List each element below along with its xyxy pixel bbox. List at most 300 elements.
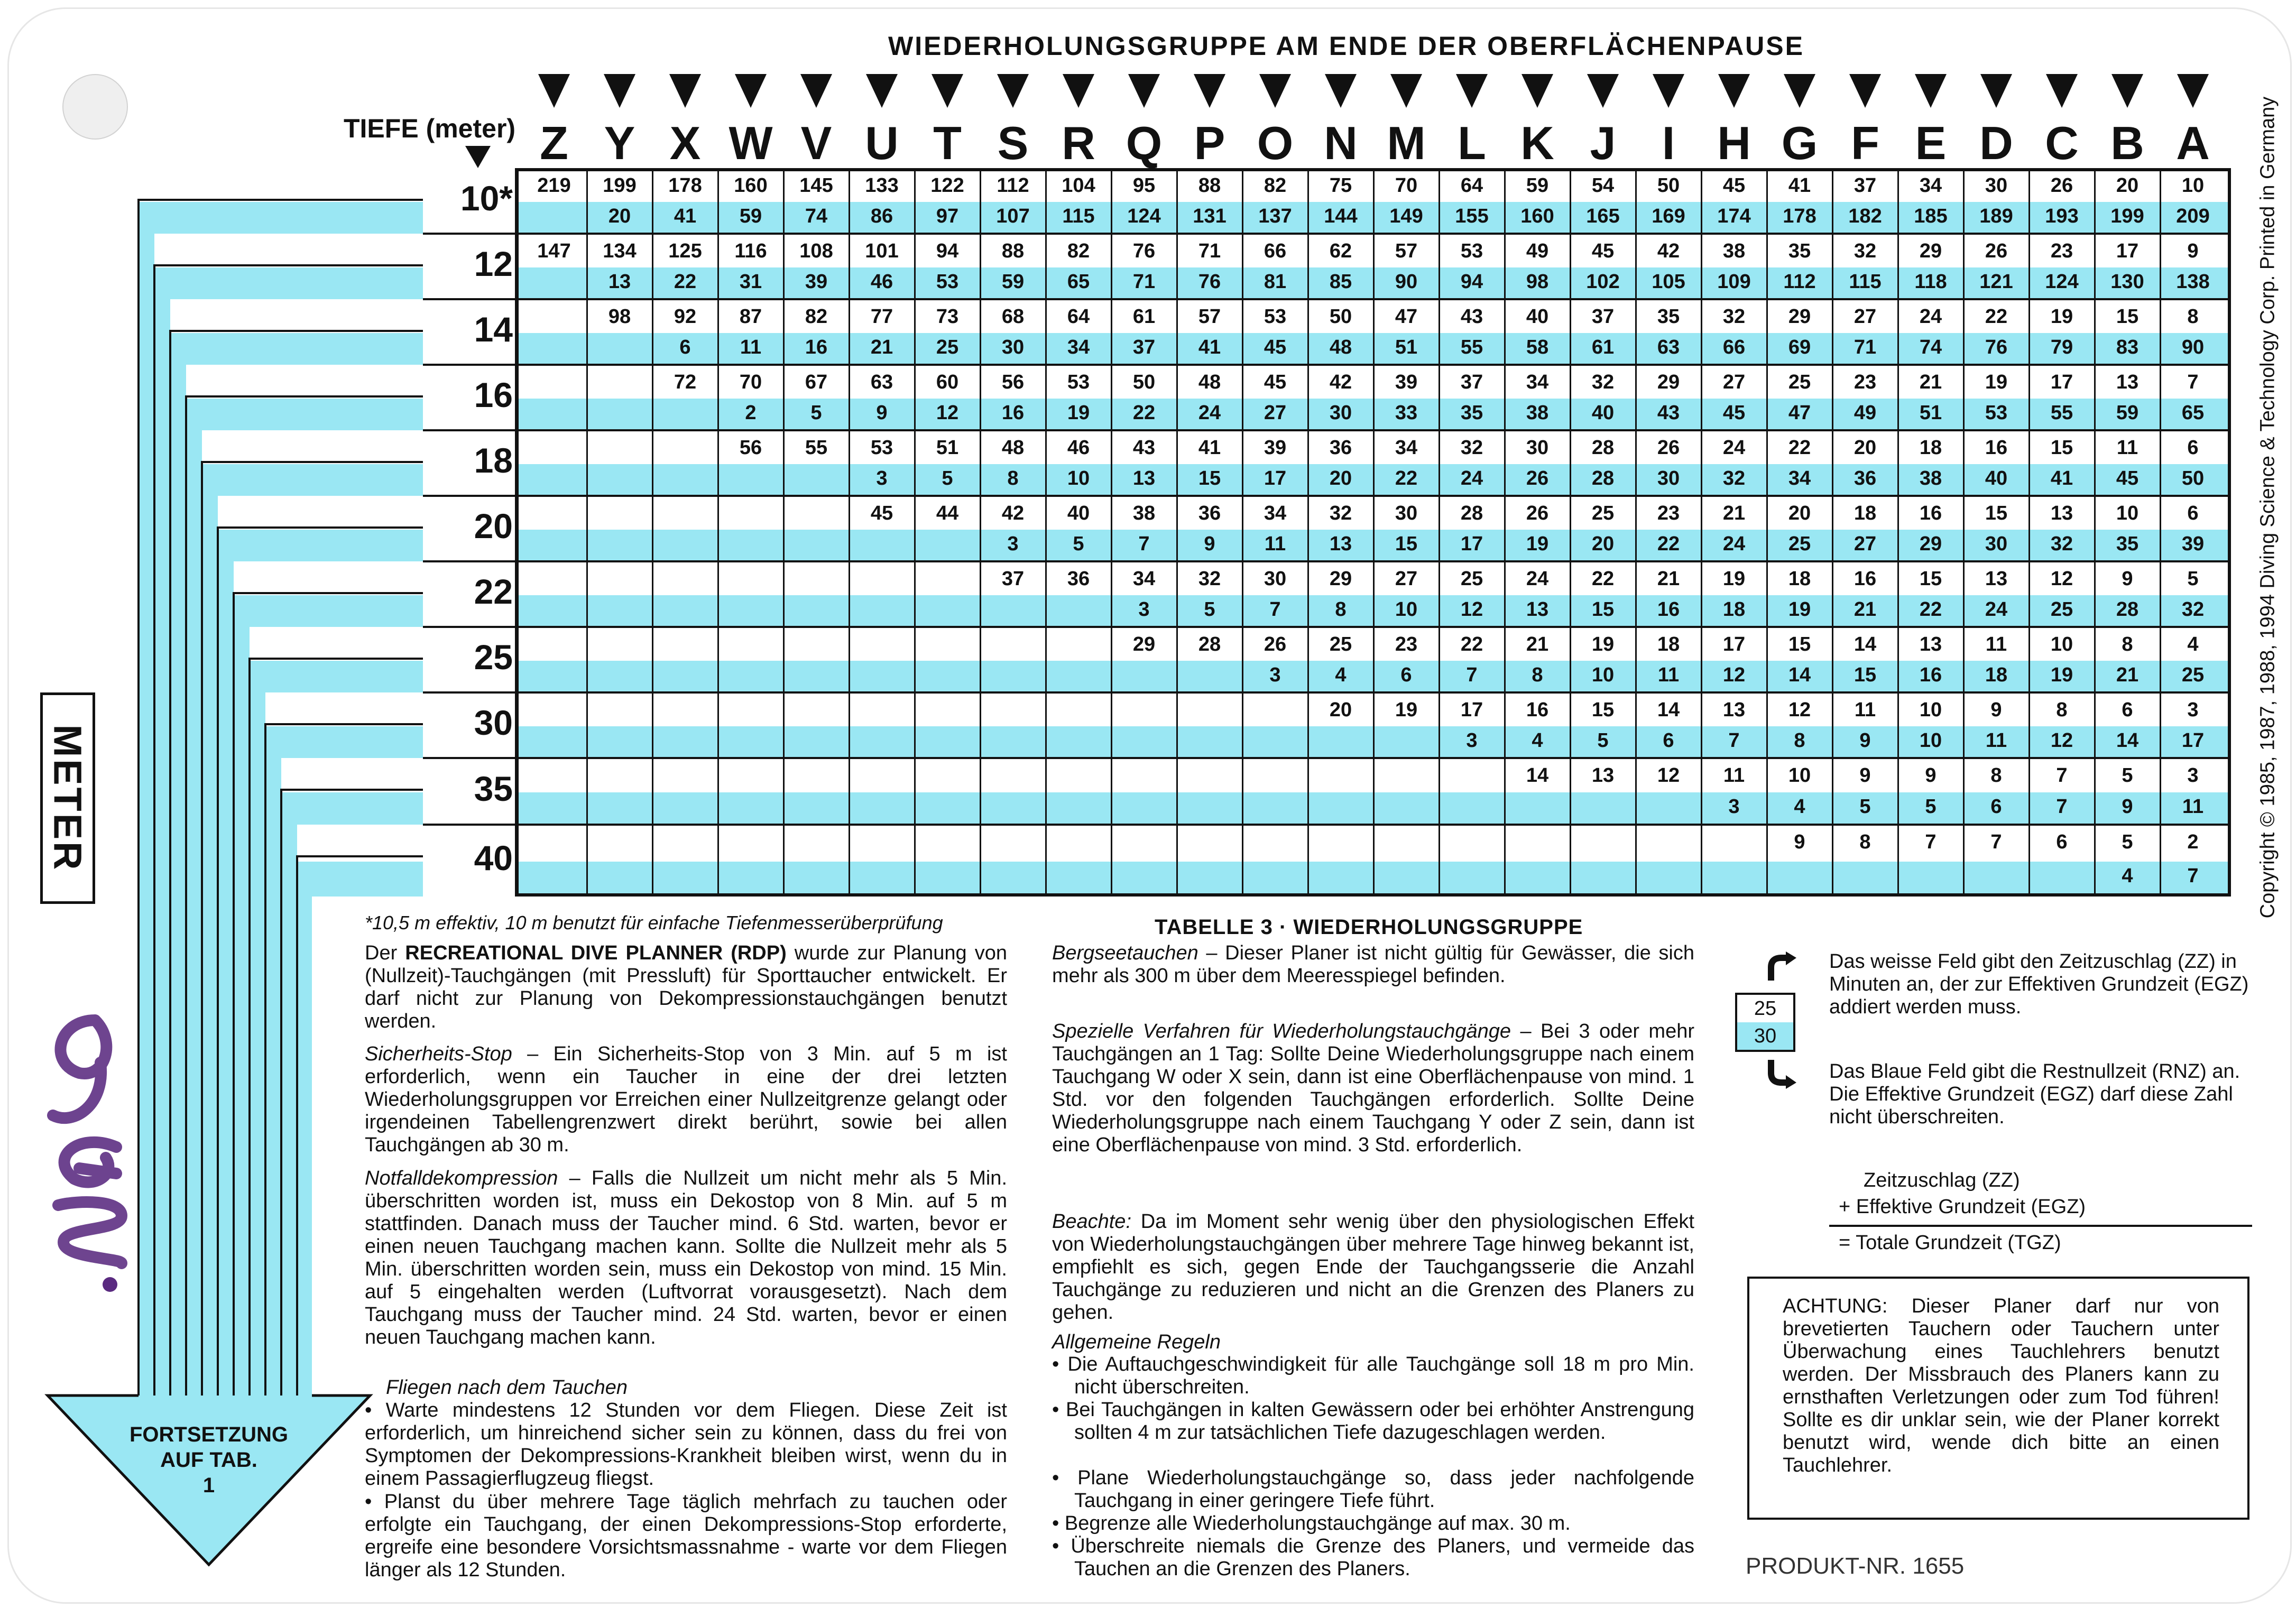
legend-white-value: 25 [1737, 995, 1793, 1022]
no-deco-adjustment-value: 9 [2122, 568, 2133, 590]
safety-stop-title: Sicherheits-Stop [365, 1043, 512, 1065]
no-deco-adjustment-value: 21 [1919, 371, 1942, 393]
no-deco-adjustment-value: 82 [1067, 240, 1090, 262]
no-deco-adjustment-value: 26 [1264, 633, 1287, 655]
no-deco-adjustment-value: 101 [865, 240, 899, 262]
no-deco-adjustment-value: 34 [1395, 437, 1418, 459]
column-header-Q: Q [1126, 117, 1163, 169]
no-deco-adjustment-value: 13 [1985, 568, 2008, 590]
residual-no-deco-value: 53 [936, 271, 959, 293]
column-header-P: P [1194, 117, 1225, 169]
general-rule-item [1052, 1399, 1694, 1444]
column-header-R: R [1062, 117, 1095, 169]
depth-16: 16 [474, 375, 513, 414]
residual-no-deco-value: 24 [1460, 467, 1483, 489]
calc-line-1: Zeitzuschlag (ZZ) [1864, 1169, 2020, 1191]
no-deco-adjustment-value: 32 [1591, 371, 1615, 393]
residual-no-deco-value: 59 [2116, 402, 2139, 424]
row-divider [423, 626, 2231, 628]
column-arrow-icon [1653, 74, 1684, 108]
depth-20: 20 [474, 506, 513, 546]
no-deco-adjustment-value: 26 [1657, 437, 1680, 459]
residual-no-deco-value: 15 [1198, 467, 1221, 489]
emergency-deco-text: – Falls die Nullzeit um nicht mehr als 5 Min. überschritten worden ist, muss ein Dekostop von 8 Min. auf 5 m stattfinden. Danach muss der Taucher mind. 6 Std. warten, bevor er einen neuen Tauchgang machen kann. Sollte die Nullzeit mehr als 5 Min. überschritten worden sein, muss ein Dekostop von mind. 15 Min. auf 5 eingehalten werden (Luftvorrat vorausgesetzt). Nach dem Tauchgang muss der Taucher mind. 24 Std. warten, bevor er einen neuen Tauchgang machen kann. [365, 1167, 1007, 1348]
no-deco-adjustment-value: 39 [1395, 371, 1418, 393]
note-text: Da im Moment sehr wenig über den physiologischen Effekt von Wiederholungstauchgängen über mehrere Tage hinweg bekannt ist, empfiehlt es sich, gegen Ende der Tauchgangsserie die Anzahl Tauchgänge zu reduzieren und nicht an die Grenzen des Planers zu gehen. [1052, 1210, 1694, 1324]
no-deco-adjustment-value: 64 [1067, 306, 1090, 328]
residual-no-deco-value: 131 [1193, 205, 1227, 227]
no-deco-adjustment-value: 40 [1067, 502, 1090, 524]
no-deco-adjustment-value: 29 [1788, 306, 1811, 328]
residual-no-deco-value: 19 [1067, 402, 1090, 424]
residual-no-deco-value: 47 [1788, 402, 1811, 424]
no-deco-adjustment-value: 42 [1329, 371, 1352, 393]
no-deco-adjustment-value: 112 [997, 174, 1029, 197]
residual-no-deco-value: 138 [2176, 271, 2210, 293]
depth-10: 10* [460, 179, 513, 218]
residual-no-deco-value: 38 [1919, 467, 1942, 489]
special-procedures-title: Spezielle Verfahren für Wiederholungstauchgänge [1052, 1020, 1511, 1042]
table-left-border [515, 168, 518, 897]
no-deco-adjustment-value: 50 [1329, 306, 1352, 328]
no-deco-adjustment-value: 26 [1526, 502, 1549, 524]
column-arrow-icon [2111, 74, 2143, 108]
residual-no-deco-value: 26 [1526, 467, 1549, 489]
residual-no-deco-value: 38 [1526, 402, 1549, 424]
residual-no-deco-value: 11 [2182, 796, 2204, 818]
no-deco-adjustment-value: 21 [1526, 633, 1549, 655]
residual-no-deco-value: 21 [1854, 598, 1877, 621]
no-deco-adjustment-value: 15 [2050, 437, 2073, 459]
no-deco-adjustment-value: 53 [1067, 371, 1090, 393]
residual-no-deco-value: 55 [2050, 402, 2073, 424]
row-divider [423, 824, 2231, 826]
residual-no-deco-value: 2 [745, 402, 757, 424]
no-deco-adjustment-value: 14 [1854, 633, 1877, 655]
residual-no-deco-value: 12 [1722, 664, 1746, 686]
bullet: • [1052, 1467, 1078, 1489]
residual-no-deco-value: 17 [2181, 729, 2205, 752]
residual-no-deco-value: 3 [1466, 729, 1478, 752]
no-deco-adjustment-value: 9 [1859, 764, 1871, 787]
no-deco-adjustment-value: 30 [1526, 437, 1549, 459]
no-deco-adjustment-value: 10 [2181, 174, 2205, 197]
no-deco-adjustment-value: 37 [1854, 174, 1877, 197]
residual-no-deco-value: 102 [1586, 271, 1620, 293]
general-rule-text: Überschreite niemals die Grenze des Planers, und vermeide das Tauchen an die Grenzen des Planers. [1071, 1535, 1694, 1580]
no-deco-adjustment-value: 8 [2122, 633, 2133, 655]
residual-no-deco-value: 74 [805, 205, 828, 227]
mountain-paragraph [1052, 942, 1694, 987]
residual-no-deco-value: 69 [1788, 336, 1811, 358]
no-deco-adjustment-value: 23 [2050, 240, 2073, 262]
column-header-C: C [2045, 117, 2079, 169]
no-deco-adjustment-value: 6 [2187, 502, 2199, 524]
residual-no-deco-value: 149 [1389, 205, 1423, 227]
no-deco-adjustment-value: 32 [1854, 240, 1877, 262]
residual-no-deco-value: 32 [2050, 533, 2073, 555]
no-deco-adjustment-value: 7 [1925, 831, 1937, 853]
no-deco-adjustment-value: 20 [2116, 174, 2139, 197]
residual-no-deco-value: 24 [1722, 533, 1746, 555]
residual-no-deco-value: 59 [1001, 271, 1025, 293]
no-deco-adjustment-value: 7 [2056, 764, 2068, 787]
no-deco-adjustment-value: 8 [2187, 306, 2199, 328]
no-deco-adjustment-value: 6 [2056, 831, 2068, 853]
residual-no-deco-value: 50 [2181, 467, 2205, 489]
residual-no-deco-value: 22 [1657, 533, 1680, 555]
no-deco-adjustment-value: 50 [1132, 371, 1156, 393]
safety-stop-text: – Ein Sicherheits-Stop von 3 Min. auf 5 m ist erforderlich, wenn ein Taucher in eine der drei letzten Wiederholungsgruppen vor Erreichen einer Nullzeitgrenze gelangt oder irgendeinen Tabellengrenzwert direkt berührt, sowie bei allen Tauchgängen ab 30 m. [365, 1043, 1007, 1156]
no-deco-adjustment-value: 23 [1395, 633, 1418, 655]
residual-no-deco-value: 6 [1990, 796, 2002, 818]
no-deco-adjustment-value: 24 [1722, 437, 1746, 459]
residual-no-deco-value: 8 [1532, 664, 1543, 686]
no-deco-adjustment-value: 125 [668, 240, 702, 262]
no-deco-adjustment-value: 18 [1788, 568, 1811, 590]
no-deco-adjustment-value: 37 [1591, 306, 1615, 328]
no-deco-adjustment-value: 30 [1395, 502, 1418, 524]
residual-no-deco-value: 15 [1591, 598, 1615, 621]
column-arrow-icon [1259, 74, 1291, 108]
no-deco-adjustment-value: 108 [799, 240, 833, 262]
row-divider [423, 364, 2231, 366]
residual-no-deco-value: 130 [2110, 271, 2144, 293]
emergency-deco-paragraph [365, 1167, 1007, 1349]
no-deco-adjustment-value: 15 [1591, 699, 1615, 721]
residual-no-deco-value: 30 [1001, 336, 1025, 358]
residual-no-deco-value: 22 [1919, 598, 1942, 621]
no-deco-adjustment-value: 20 [1854, 437, 1877, 459]
residual-no-deco-value: 19 [2050, 664, 2073, 686]
no-deco-adjustment-value: 34 [1132, 568, 1156, 590]
no-deco-adjustment-value: 15 [1919, 568, 1942, 590]
no-deco-adjustment-value: 88 [1198, 174, 1221, 197]
depth-40: 40 [474, 838, 513, 877]
general-rule-text: Die Auftauchgeschwindigkeit für alle Tauchgänge soll 18 m pro Min. nicht überschreiten. [1067, 1353, 1694, 1398]
no-deco-adjustment-value: 38 [1132, 502, 1156, 524]
residual-no-deco-value: 169 [1652, 205, 1685, 227]
column-arrow-icon [538, 74, 570, 108]
depth-22: 22 [474, 572, 513, 611]
residual-no-deco-value: 51 [1395, 336, 1418, 358]
bullet: • [365, 1399, 386, 1421]
no-deco-adjustment-value: 20 [1788, 502, 1811, 524]
no-deco-adjustment-value: 9 [2187, 240, 2199, 262]
no-deco-adjustment-value: 35 [1657, 306, 1680, 328]
no-deco-adjustment-value: 160 [734, 174, 768, 197]
residual-no-deco-value: 160 [1520, 205, 1554, 227]
residual-no-deco-value: 46 [870, 271, 893, 293]
residual-no-deco-value: 13 [1132, 467, 1156, 489]
residual-no-deco-value: 20 [1329, 467, 1352, 489]
residual-no-deco-value: 7 [2187, 865, 2199, 887]
column-arrow-icon [604, 74, 635, 108]
no-deco-adjustment-value: 6 [2122, 699, 2133, 721]
special-procedures-paragraph [1052, 1020, 1694, 1157]
residual-no-deco-value: 209 [2176, 205, 2210, 227]
column-header-Z: Z [540, 117, 568, 169]
meter-label: METER [45, 724, 90, 872]
column-header-V: V [800, 117, 832, 169]
residual-no-deco-value: 49 [1854, 402, 1877, 424]
bullet: • [1052, 1535, 1071, 1557]
depth-label: TIEFE (meter) [344, 114, 516, 143]
no-deco-adjustment-value: 88 [1001, 240, 1025, 262]
no-deco-adjustment-value: 35 [1788, 240, 1811, 262]
column-header-G: G [1781, 117, 1818, 169]
no-deco-adjustment-value: 29 [1132, 633, 1156, 655]
no-deco-adjustment-value: 62 [1329, 240, 1352, 262]
residual-no-deco-value: 13 [1329, 533, 1352, 555]
residual-no-deco-value: 6 [1663, 729, 1674, 752]
depth-12: 12 [474, 244, 513, 283]
no-deco-adjustment-value: 25 [1460, 568, 1483, 590]
column-header-A: A [2176, 117, 2210, 169]
residual-no-deco-value: 33 [1395, 402, 1418, 424]
column-arrow-icon [1456, 74, 1488, 108]
residual-no-deco-value: 178 [1783, 205, 1816, 227]
residual-no-deco-value: 30 [1329, 402, 1352, 424]
column-arrow-icon [1194, 74, 1225, 108]
residual-no-deco-value: 41 [2050, 467, 2073, 489]
no-deco-adjustment-value: 18 [1854, 502, 1877, 524]
residual-no-deco-value: 45 [1264, 336, 1287, 358]
depth-30: 30 [474, 703, 513, 742]
no-deco-adjustment-value: 70 [739, 371, 762, 393]
no-deco-adjustment-value: 48 [1001, 437, 1025, 459]
special-procedures-text: – Bei 3 oder mehr Tauchgängen an 1 Tag: Sollte Deine Wiederholungsgruppe nach einem Tauchgang W oder X sein, dann ist eine Oberflächenpause von mind. 1 Std. vor den folgenden Tauchgängen erforderlich. Sollte Deine Wiederholungsgruppe nach einem Tauchgang Y oder Z sein, dann ist eine Oberflächenpause von mind. 3 Std. erforderlich. [1052, 1020, 1694, 1156]
no-deco-adjustment-value: 19 [1722, 568, 1746, 590]
note-paragraph [1052, 1210, 1694, 1324]
emergency-deco-title: Notfalldekompression [365, 1167, 558, 1189]
no-deco-adjustment-value: 56 [1001, 371, 1025, 393]
no-deco-adjustment-value: 94 [936, 240, 959, 262]
no-deco-adjustment-value: 48 [1198, 371, 1221, 393]
continue-line-3: 1 [202, 1474, 215, 1497]
bullet: • [1052, 1512, 1065, 1535]
no-deco-adjustment-value: 15 [1788, 633, 1811, 655]
no-deco-adjustment-value: 29 [1329, 568, 1352, 590]
residual-no-deco-value: 6 [679, 336, 691, 358]
no-deco-adjustment-value: 14 [1657, 699, 1680, 721]
no-deco-adjustment-value: 17 [2116, 240, 2139, 262]
residual-no-deco-value: 83 [2116, 336, 2139, 358]
no-deco-adjustment-value: 17 [1722, 633, 1746, 655]
residual-no-deco-value: 165 [1586, 205, 1620, 227]
no-deco-adjustment-value: 20 [1329, 699, 1352, 721]
residual-no-deco-value: 71 [1854, 336, 1877, 358]
residual-no-deco-value: 40 [1591, 402, 1615, 424]
general-rules-title: Allgemeine Regeln [1052, 1331, 1221, 1353]
residual-no-deco-value: 3 [876, 467, 888, 489]
residual-no-deco-value: 27 [1854, 533, 1877, 555]
no-deco-adjustment-value: 72 [674, 371, 697, 393]
no-deco-adjustment-value: 13 [2050, 502, 2073, 524]
residual-no-deco-value: 98 [1526, 271, 1549, 293]
no-deco-adjustment-value: 116 [734, 240, 767, 262]
no-deco-adjustment-value: 82 [1264, 174, 1287, 197]
column-header-D: D [1979, 117, 2013, 169]
column-arrow-icon [1128, 74, 1160, 108]
no-deco-adjustment-value: 60 [936, 371, 959, 393]
residual-no-deco-value: 5 [942, 467, 953, 489]
residual-no-deco-value: 63 [1657, 336, 1680, 358]
residual-no-deco-value: 22 [1132, 402, 1156, 424]
no-deco-adjustment-value: 21 [1722, 502, 1746, 524]
no-deco-adjustment-value: 82 [805, 306, 828, 328]
no-deco-adjustment-value: 29 [1657, 371, 1680, 393]
no-deco-adjustment-value: 71 [1198, 240, 1221, 262]
column-arrow-icon [932, 74, 963, 108]
residual-no-deco-value: 10 [1067, 467, 1090, 489]
depth-14: 14 [474, 310, 513, 349]
residual-no-deco-value: 59 [739, 205, 762, 227]
residual-no-deco-value: 34 [1788, 467, 1811, 489]
column-arrow-icon [800, 74, 832, 108]
general-rule-item [1052, 1535, 1694, 1581]
no-deco-adjustment-value: 133 [865, 174, 899, 197]
column-arrow-icon [1390, 74, 1422, 108]
flying-rule-1 [365, 1399, 1007, 1490]
curved-arrow-up-icon [1766, 951, 1797, 983]
no-deco-adjustment-value: 44 [936, 502, 959, 524]
no-deco-adjustment-value: 199 [603, 174, 637, 197]
calc-divider [1829, 1225, 2252, 1227]
residual-no-deco-value: 31 [739, 271, 762, 293]
no-deco-adjustment-value: 25 [1788, 371, 1811, 393]
column-header-B: B [2110, 117, 2144, 169]
no-deco-adjustment-value: 40 [1526, 306, 1549, 328]
no-deco-adjustment-value: 5 [2187, 568, 2199, 590]
general-rule-item [1052, 1467, 1694, 1512]
no-deco-adjustment-value: 32 [1460, 437, 1483, 459]
residual-no-deco-value: 25 [2050, 598, 2073, 621]
residual-no-deco-value: 45 [2116, 467, 2139, 489]
depth-35: 35 [474, 769, 513, 808]
no-deco-adjustment-value: 13 [1722, 699, 1746, 721]
no-deco-adjustment-value: 14 [1526, 764, 1549, 787]
calc-line-3: = Totale Grundzeit (TGZ) [1839, 1232, 2061, 1254]
no-deco-adjustment-value: 77 [870, 306, 893, 328]
no-deco-adjustment-value: 76 [1132, 240, 1156, 262]
no-deco-adjustment-value: 12 [1788, 699, 1811, 721]
no-deco-adjustment-value: 2 [2187, 831, 2199, 853]
residual-no-deco-value: 4 [1335, 664, 1347, 686]
residual-no-deco-value: 12 [936, 402, 959, 424]
residual-no-deco-value: 10 [1919, 729, 1942, 752]
residual-no-deco-value: 7 [1466, 664, 1478, 686]
no-deco-adjustment-value: 13 [1591, 764, 1615, 787]
general-rule-text: Plane Wiederholungstauchgänge so, dass jeder nachfolgende Tauchgang in einer geringere Tiefe führt. [1074, 1467, 1694, 1512]
column-header-I: I [1662, 117, 1675, 169]
no-deco-adjustment-value: 63 [870, 371, 893, 393]
residual-no-deco-value: 16 [1001, 402, 1025, 424]
bullet: • [1052, 1399, 1066, 1421]
no-deco-adjustment-value: 36 [1329, 437, 1352, 459]
residual-no-deco-value: 85 [1329, 271, 1352, 293]
no-deco-adjustment-value: 34 [1526, 371, 1549, 393]
no-deco-adjustment-value: 8 [1859, 831, 1871, 853]
handwritten-signature [16, 999, 143, 1295]
residual-no-deco-value: 6 [1400, 664, 1412, 686]
no-deco-adjustment-value: 17 [2050, 371, 2073, 393]
flying-title: Fliegen nach dem Tauchen [386, 1376, 628, 1399]
residual-no-deco-value: 109 [1717, 271, 1751, 293]
no-deco-adjustment-value: 10 [1919, 699, 1942, 721]
residual-no-deco-value: 30 [1657, 467, 1680, 489]
residual-no-deco-value: 115 [1849, 271, 1882, 293]
no-deco-adjustment-value: 19 [2050, 306, 2073, 328]
residual-no-deco-value: 3 [1138, 598, 1150, 621]
mountain-text: – Dieser Planer ist nicht gültig für Gewässer, die sich mehr als 300 m über dem Meeresspiegel befinden. [1052, 942, 1694, 987]
no-deco-adjustment-value: 13 [1919, 633, 1942, 655]
residual-no-deco-value: 12 [2050, 729, 2073, 752]
no-deco-adjustment-value: 6 [2187, 437, 2199, 459]
residual-no-deco-value: 76 [1198, 271, 1221, 293]
no-deco-adjustment-value: 45 [1591, 240, 1615, 262]
residual-no-deco-value: 15 [1854, 664, 1877, 686]
no-deco-adjustment-value: 34 [1264, 502, 1287, 524]
residual-no-deco-value: 81 [1264, 271, 1287, 293]
no-deco-adjustment-value: 4 [2187, 633, 2199, 655]
no-deco-adjustment-value: 27 [1395, 568, 1418, 590]
no-deco-adjustment-value: 10 [1788, 764, 1811, 787]
residual-no-deco-value: 9 [2122, 796, 2133, 818]
residual-no-deco-value: 61 [1591, 336, 1615, 358]
no-deco-adjustment-value: 37 [1001, 568, 1025, 590]
no-deco-adjustment-value: 36 [1067, 568, 1090, 590]
residual-no-deco-value: 90 [2181, 336, 2205, 358]
no-deco-adjustment-value: 13 [2116, 371, 2139, 393]
column-header-E: E [1915, 117, 1947, 169]
no-deco-adjustment-value: 22 [1788, 437, 1811, 459]
no-deco-adjustment-value: 25 [1591, 502, 1615, 524]
no-deco-adjustment-value: 30 [1264, 568, 1287, 590]
residual-no-deco-value: 3 [1007, 533, 1019, 555]
no-deco-adjustment-value: 66 [1264, 240, 1287, 262]
no-deco-adjustment-value: 19 [1985, 371, 2008, 393]
no-deco-adjustment-value: 26 [1985, 240, 2008, 262]
no-deco-adjustment-value: 3 [2187, 699, 2199, 721]
no-deco-adjustment-value: 3 [2187, 764, 2199, 787]
residual-no-deco-value: 22 [1395, 467, 1418, 489]
table-caption: TABELLE 3 · WIEDERHOLUNGSGRUPPE [1155, 916, 1583, 939]
no-deco-adjustment-value: 43 [1132, 437, 1156, 459]
no-deco-adjustment-value: 30 [1985, 174, 2008, 197]
row-divider [423, 429, 2231, 431]
residual-no-deco-value: 16 [805, 336, 828, 358]
residual-no-deco-value: 16 [1919, 664, 1942, 686]
residual-no-deco-value: 86 [870, 205, 893, 227]
residual-no-deco-value: 90 [1395, 271, 1418, 293]
no-deco-adjustment-value: 7 [1990, 831, 2002, 853]
no-deco-adjustment-value: 16 [1854, 568, 1877, 590]
residual-no-deco-value: 13 [1526, 598, 1549, 621]
continue-label [103, 1422, 315, 1498]
column-arrow-icon [2177, 74, 2209, 108]
residual-no-deco-value: 9 [876, 402, 888, 424]
residual-no-deco-value: 21 [2116, 664, 2139, 686]
column-arrow-icon [1587, 74, 1619, 108]
depth-18: 18 [474, 441, 513, 480]
residual-no-deco-value: 11 [740, 336, 762, 358]
no-deco-adjustment-value: 73 [936, 306, 959, 328]
no-deco-adjustment-value: 47 [1395, 306, 1418, 328]
residual-no-deco-value: 4 [1532, 729, 1543, 752]
no-deco-adjustment-value: 61 [1132, 306, 1156, 328]
no-deco-adjustment-value: 29 [1919, 240, 1942, 262]
